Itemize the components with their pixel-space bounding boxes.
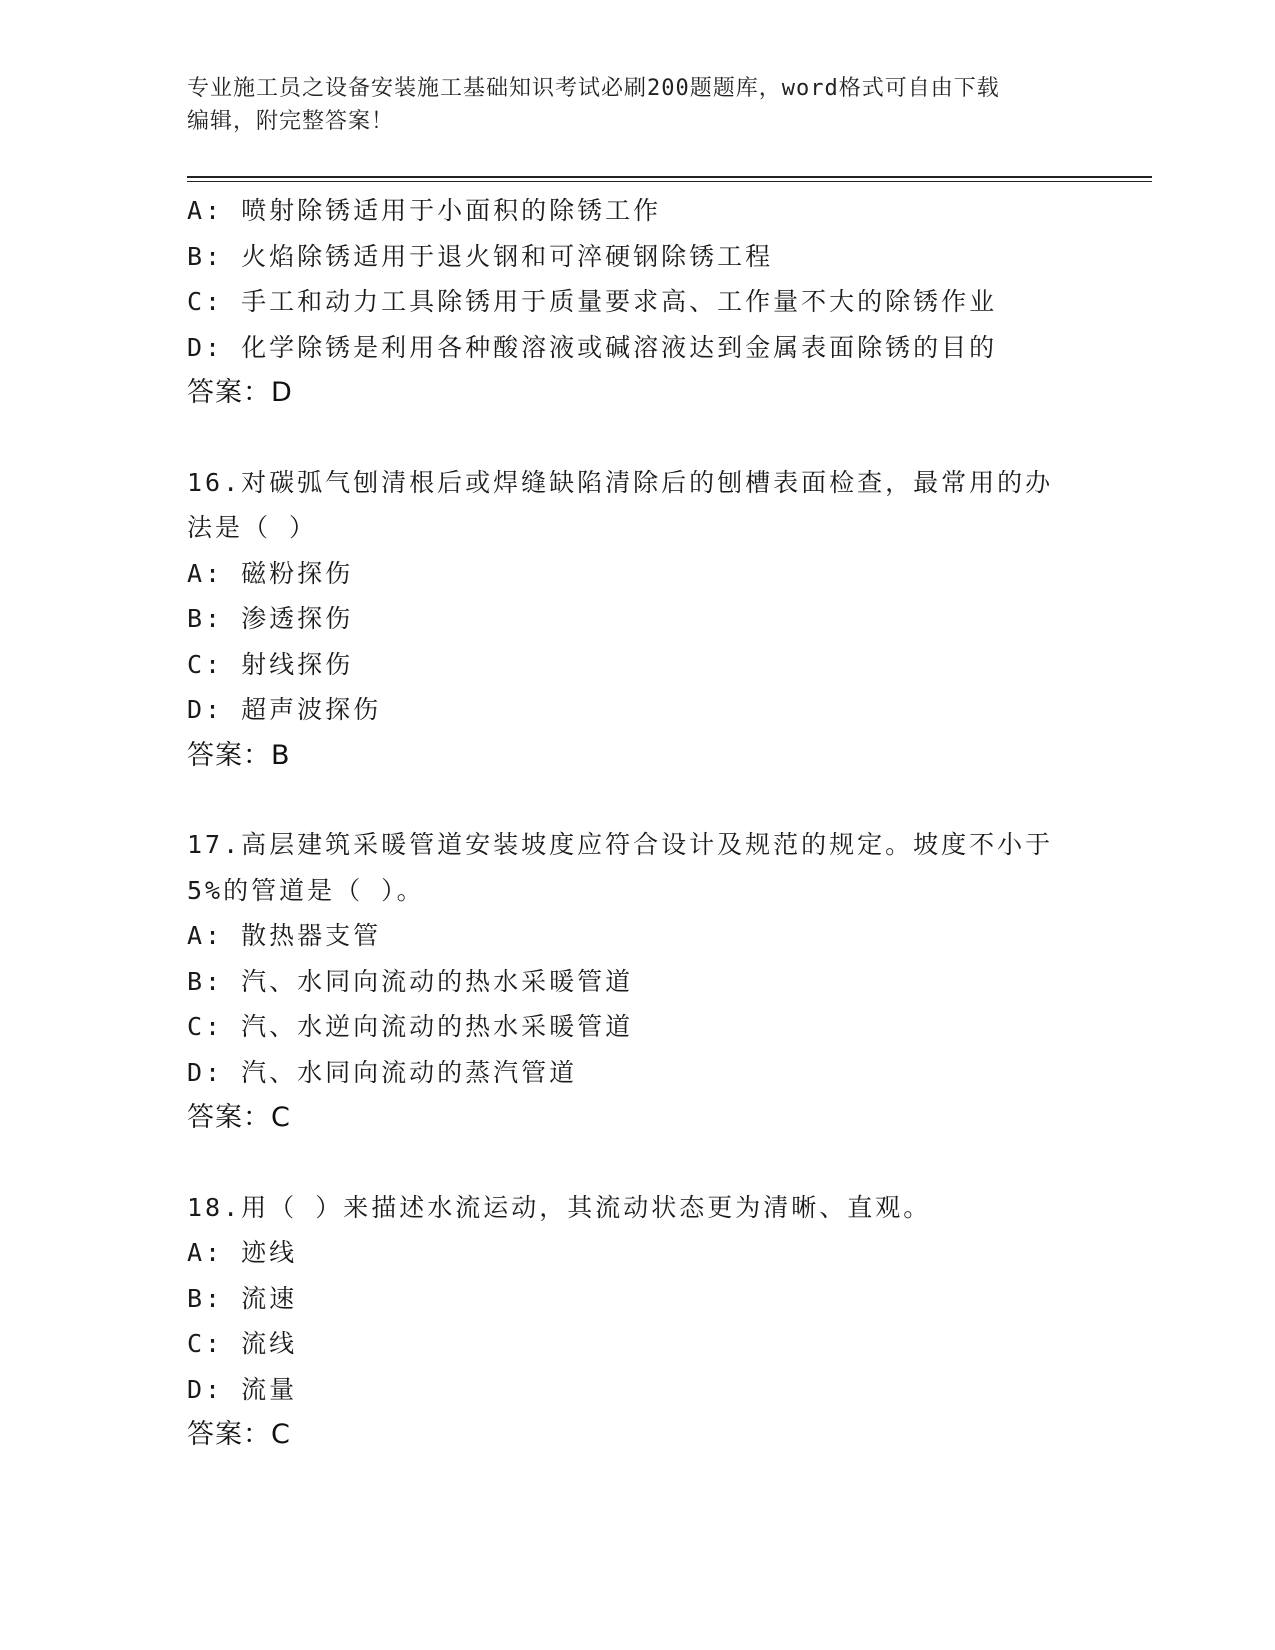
option-d: D: 汽、水同向流动的蒸汽管道 (187, 1057, 578, 1087)
question-stem-line-1: 17.高层建筑采暖管道安装坡度应符合设计及规范的规定。坡度不小于 (187, 830, 1054, 859)
question-15-continuation (187, 188, 1087, 416)
option-a: A: 散热器支管 (187, 921, 382, 950)
header-divider-thin (187, 181, 1152, 182)
option-c: C: 手工和动力工具除锈用于质量要求高、工作量不大的除锈作业 (187, 287, 998, 316)
header-divider-thick (187, 176, 1152, 178)
option-a: A: 磁粉探伤 (187, 558, 354, 588)
option-b: B: 火焰除锈适用于退火钢和可淬硬钢除锈工程 (187, 241, 774, 271)
answer-line: 答案：B (187, 739, 291, 771)
question-stem-line-1: 16.对碳弧气刨清根后或焊缝缺陷清除后的刨槽表面检查，最常用的办 (187, 467, 1054, 497)
question-stem-line-1: 18.用（ ）来描述水流运动，其流动状态更为清晰、直观。 (187, 1192, 932, 1222)
option-b: B: 流速 (187, 1283, 298, 1313)
option-c: C: 射线探伤 (187, 649, 354, 679)
answer-line: 答案：C (187, 1419, 291, 1450)
question-stem-line-2: 5%的管道是（ ）。 (187, 875, 425, 905)
answer-line: 答案：D (187, 377, 293, 408)
option-a: A: 迹线 (187, 1238, 298, 1267)
question-16 (187, 460, 1087, 779)
option-d: D: 流量 (187, 1374, 298, 1404)
question-18 (187, 1185, 1087, 1458)
option-a: A: 喷射除锈适用于小面积的除锈工作 (187, 196, 662, 225)
header-title-line-2: 编辑，附完整答案！ (187, 109, 395, 134)
question-stem-line-2: 法是（ ） (187, 513, 318, 542)
option-b: B: 汽、水同向流动的热水采暖管道 (187, 966, 634, 996)
option-b: B: 渗透探伤 (187, 604, 354, 633)
header-title-line-1: 专业施工员之设备安装施工基础知识考试必刷200题题库，word格式可自由下载 (187, 76, 1000, 101)
option-d: D: 超声波探伤 (187, 695, 382, 724)
option-c: C: 流线 (187, 1329, 298, 1358)
question-list (187, 188, 1087, 1458)
document-header (187, 72, 1067, 138)
option-d: D: 化学除锈是利用各种酸溶液或碱溶液达到金属表面除锈的目的 (187, 332, 998, 362)
option-c: C: 汽、水逆向流动的热水采暖管道 (187, 1012, 634, 1041)
answer-line: 答案：C (187, 1102, 291, 1133)
question-17 (187, 822, 1087, 1141)
